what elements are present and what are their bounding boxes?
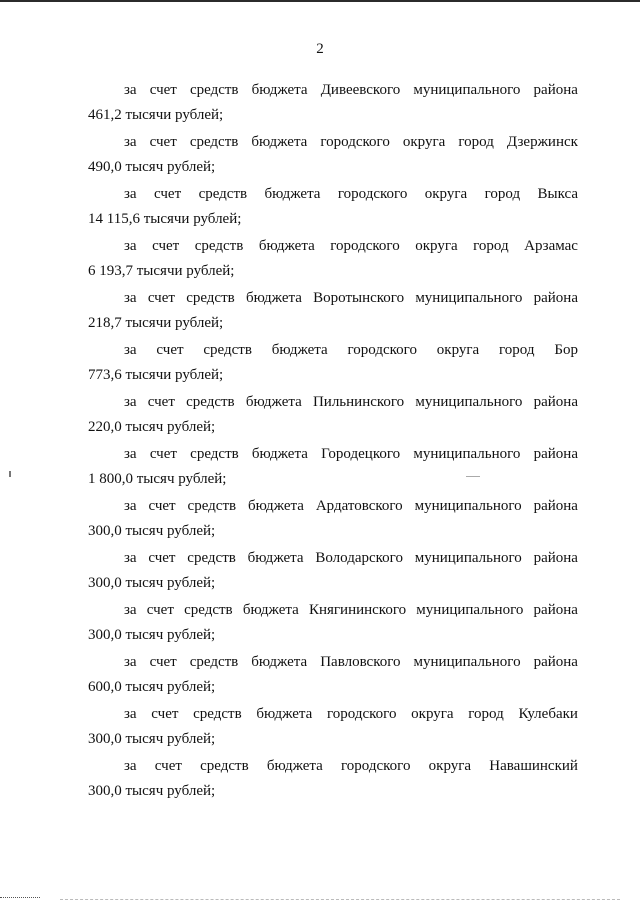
paragraph (88, 392, 578, 444)
paragraph-amount-line: 1 800,0 тысяч рублей; (88, 471, 227, 487)
top-border-line (0, 0, 640, 2)
paragraph (88, 704, 578, 756)
paragraph-first-line: за счет средств бюджета городского округа город Бор (124, 342, 578, 358)
paragraph-first-line: за счет средств бюджета Дивеевского муниципального района (124, 82, 578, 98)
paragraph (88, 236, 578, 288)
paragraph (88, 288, 578, 340)
paragraph-amount-line: 461,2 тысячи рублей; (88, 107, 224, 123)
paragraph (88, 756, 578, 808)
paragraph-first-line: за счет средств бюджета Воротынского муниципального района (124, 290, 578, 306)
paragraph-amount-line: 300,0 тысяч рублей; (88, 731, 216, 747)
paragraph-amount-line: 300,0 тысяч рублей; (88, 783, 216, 799)
paragraph-amount-line: 14 115,6 тысячи рублей; (88, 211, 242, 227)
paragraph-first-line: за счет средств бюджета Княгининского муниципального района (124, 602, 578, 618)
paragraph-amount-line: 220,0 тысяч рублей; (88, 419, 216, 435)
paragraph-amount-line: 300,0 тысяч рублей; (88, 523, 216, 539)
paragraph (88, 132, 578, 184)
paragraph-amount-line: 6 193,7 тысячи рублей; (88, 263, 235, 279)
paragraph-first-line: за счет средств бюджета Ардатовского муниципального района (124, 498, 578, 514)
paragraph (88, 600, 578, 652)
paragraph (88, 444, 578, 496)
paragraph-first-line: за счет средств бюджета Павловского муниципального района (124, 654, 578, 670)
page-number: 2 (316, 41, 324, 57)
paragraph-first-line: за счет средств бюджета городского округа Навашинский (124, 758, 578, 774)
paragraph (88, 548, 578, 600)
paragraph-amount-line: 490,0 тысяч рублей; (88, 159, 216, 175)
paragraph-amount-line: 600,0 тысяч рублей; (88, 679, 216, 695)
scan-speck (466, 476, 480, 477)
paragraph-first-line: за счет средств бюджета городского округа город Кулебаки (124, 706, 578, 722)
paragraph (88, 340, 578, 392)
paragraph-first-line: за счет средств бюджета городского округа город Арзамас (124, 238, 578, 254)
paragraph (88, 80, 578, 132)
paragraph-amount-line: 218,7 тысячи рублей; (88, 315, 224, 331)
scan-edge-artifact (0, 897, 40, 901)
paragraph-first-line: за счет средств бюджета городского округа город Выкса (124, 186, 578, 202)
paragraph-first-line: за счет средств бюджета Городецкого муниципального района (124, 446, 578, 462)
paragraph-amount-line: 300,0 тысяч рублей; (88, 575, 216, 591)
paragraph (88, 496, 578, 548)
paragraph-first-line: за счет средств бюджета Пильнинского муниципального района (124, 394, 578, 410)
scan-bottom-line (60, 899, 620, 901)
scan-speck (9, 471, 11, 477)
paragraph-amount-line: 773,6 тысячи рублей; (88, 367, 224, 383)
paragraph-first-line: за счет средств бюджета городского округа город Дзержинск (124, 134, 578, 150)
document-body (88, 80, 578, 808)
paragraph (88, 652, 578, 704)
paragraph-first-line: за счет средств бюджета Володарского муниципального района (124, 550, 578, 566)
paragraph (88, 184, 578, 236)
paragraph-amount-line: 300,0 тысяч рублей; (88, 627, 216, 643)
